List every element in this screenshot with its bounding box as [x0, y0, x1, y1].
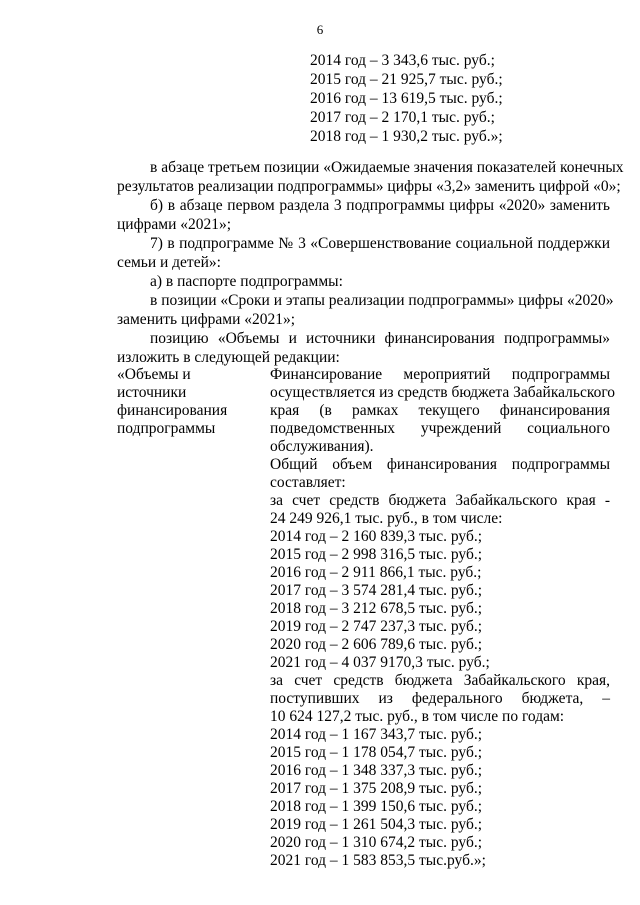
- financing-text: обслуживания).: [270, 438, 374, 455]
- paragraph-line: в позиции «Сроки и этапы реализации подпрограммы» цифры «2020»: [150, 292, 614, 309]
- regional-budget-text: за счет средств бюджета Забайкальского края -: [270, 492, 610, 509]
- federal-year-item: 2016 год – 1 348 337,3 тыс. руб.;: [270, 762, 483, 779]
- federal-year-item: 2014 год – 1 167 343,7 тыс. руб.;: [270, 726, 483, 743]
- paragraph-line: в абзаце третьем позиции «Ожидаемые значения показателей конечных: [150, 159, 624, 176]
- paragraph-line: семьи и детей»:: [117, 254, 221, 271]
- top-list-item: 2014 год – 3 343,6 тыс. руб.;: [310, 52, 495, 69]
- paragraph-line: изложить в следующей редакции:: [117, 349, 340, 366]
- top-list-item: 2017 год – 2 170,1 тыс. руб.;: [310, 109, 495, 126]
- regional-year-item: 2017 год – 3 574 281,4 тыс. руб.;: [270, 582, 483, 599]
- top-list-item: 2015 год – 21 925,7 тыс. руб.;: [310, 71, 503, 88]
- financing-total: составляет:: [270, 474, 346, 491]
- paragraph-line: заменить цифрами «2021»;: [117, 311, 296, 328]
- federal-year-item: 2021 год – 1 583 853,5 тыс.руб.»;: [270, 852, 486, 869]
- regional-budget-text: 24 249 926,1 тыс. руб., в том числе:: [270, 510, 503, 527]
- regional-year-item: 2020 год – 2 606 789,6 тыс. руб.;: [270, 636, 483, 653]
- federal-budget-text: поступивших из федерального бюджета, –: [270, 690, 610, 707]
- position-label: финансирования: [117, 402, 228, 419]
- paragraph-line: б) в абзаце первом раздела 3 подпрограммы цифры «2020» заменить: [150, 197, 610, 214]
- page-number: 6: [316, 22, 324, 37]
- position-label: подпрограммы: [117, 420, 216, 437]
- paragraph-line: а) в паспорте подпрограммы:: [150, 273, 343, 290]
- regional-year-item: 2014 год – 2 160 839,3 тыс. руб.;: [270, 528, 483, 545]
- financing-text: Финансирование мероприятий подпрограммы: [270, 366, 610, 383]
- top-list-item: 2018 год – 1 930,2 тыс. руб.»;: [310, 128, 503, 145]
- paragraph-line: позицию «Объемы и источники финансирования подпрограммы»: [150, 330, 610, 347]
- federal-budget-text: 10 624 127,2 тыс. руб., в том числе по годам:: [270, 708, 565, 725]
- paragraph-line: результатов реализации подпрограммы» цифры «3,2» заменить цифрой «0»;: [117, 178, 621, 195]
- regional-year-item: 2021 год – 4 037 9170,3 тыс. руб.;: [270, 654, 490, 671]
- regional-year-item: 2016 год – 2 911 866,1 тыс. руб.;: [270, 564, 482, 581]
- federal-year-item: 2017 год – 1 375 208,9 тыс. руб.;: [270, 780, 483, 797]
- position-label: источники: [117, 384, 187, 401]
- position-label: «Объемы и: [117, 366, 191, 383]
- regional-year-item: 2015 год – 2 998 316,5 тыс. руб.;: [270, 546, 483, 563]
- regional-year-item: 2019 год – 2 747 237,3 тыс. руб.;: [270, 618, 483, 635]
- financing-text: подведомственных учреждений социального: [270, 420, 610, 437]
- financing-total: Общий объем финансирования подпрограммы: [270, 456, 610, 473]
- financing-text: края (в рамках текущего финансирования: [270, 402, 610, 419]
- federal-year-item: 2019 год – 1 261 504,3 тыс. руб.;: [270, 816, 483, 833]
- regional-year-item: 2018 год – 3 212 678,5 тыс. руб.;: [270, 600, 483, 617]
- federal-year-item: 2018 год – 1 399 150,6 тыс. руб.;: [270, 798, 483, 815]
- financing-text: осуществляется из средств бюджета Забайкальского: [270, 384, 616, 401]
- federal-year-item: 2020 год – 1 310 674,2 тыс. руб.;: [270, 834, 483, 851]
- top-list-item: 2016 год – 13 619,5 тыс. руб.;: [310, 90, 503, 107]
- federal-year-item: 2015 год – 1 178 054,7 тыс. руб.;: [270, 744, 483, 761]
- federal-budget-text: за счет средств бюджета Забайкальского края,: [270, 672, 610, 689]
- paragraph-line: 7) в подпрограмме № 3 «Совершенствование социальной поддержки: [150, 235, 610, 252]
- paragraph-line: цифрами «2021»;: [117, 216, 232, 233]
